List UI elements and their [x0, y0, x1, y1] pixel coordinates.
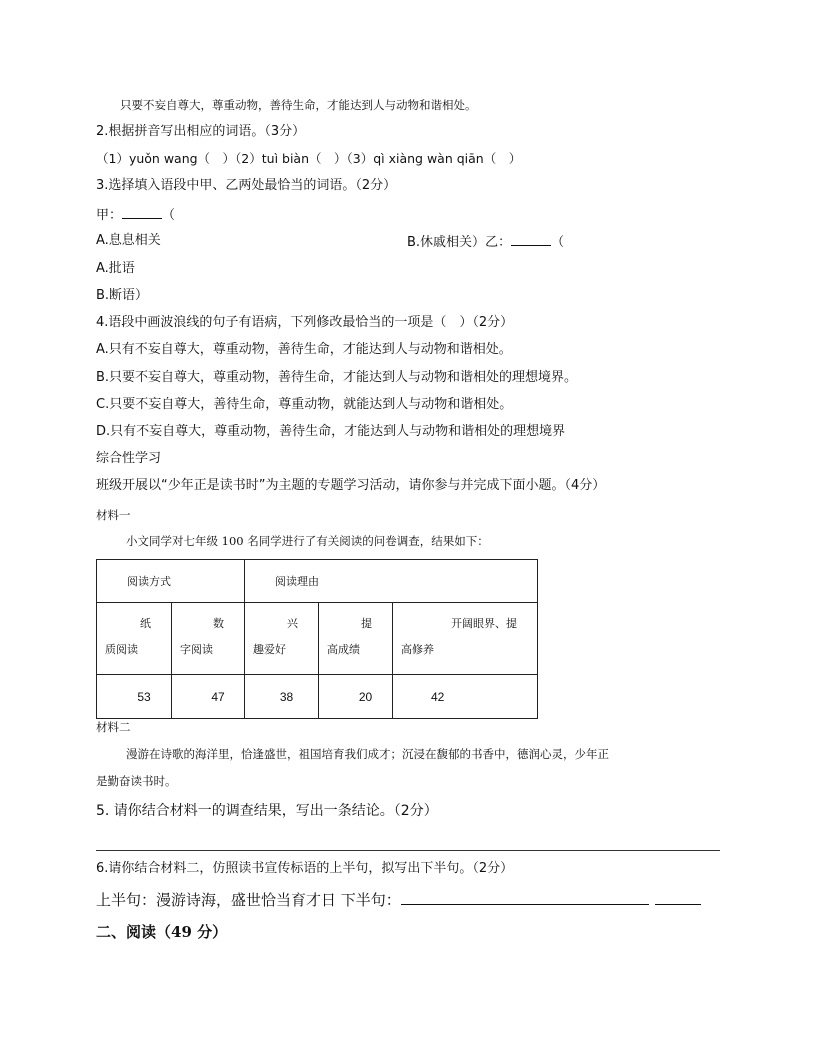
material-2-label: 材料二	[96, 720, 131, 734]
question-6-prompt	[96, 888, 701, 910]
activity-intro: 班级开展以“少年正是读书时”为主题的专题学习活动，请你参与并完成下面小题。（4分）	[96, 478, 606, 493]
table-subheader-horizon: 开阔眼界、提 高修养	[393, 603, 538, 675]
table-subheader-grades: 提 高成绩	[319, 603, 393, 675]
table-cell-value: 20	[319, 675, 393, 719]
question-6-answer-blank[interactable]	[401, 888, 649, 905]
yi-blank[interactable]	[511, 233, 551, 246]
question-4-option-c: C.只要不妄自尊大，善待生命，尊重动物，就能达到人与动物和谐相处。	[96, 397, 513, 412]
table-cell-value: 47	[172, 675, 245, 719]
question-4-option-d: D.只有不妄自尊大，尊重动物，善待生命，才能达到人与动物和谐相处的理想境界	[96, 424, 566, 439]
carryover-sentence: 只要不妄自尊大，尊重动物，善待生命，才能达到人与动物和谐相处。	[120, 98, 477, 112]
material-2-text-line-2: 是勤奋读书时。	[96, 774, 177, 788]
table-subheader-interest: 兴 趣爱好	[245, 603, 319, 675]
question-6: 6.请你结合材料二，仿照读书宣传标语的上半句，拟写出下半句。（2分）	[96, 861, 514, 876]
table-cell-value: 38	[245, 675, 319, 719]
question-3: 3.选择填入语段中甲、乙两处最恰当的词语。（2分）	[96, 178, 397, 193]
section-heading-zonghe: 综合性学习	[96, 451, 162, 466]
option-a-2: A.批语	[96, 261, 135, 276]
material-1-text: 小文同学对七年级 100 名同学进行了有关阅读的问卷调查，结果如下：	[126, 534, 489, 548]
table-header-reading-reason: 阅读理由	[245, 560, 538, 603]
yi-paren: （	[551, 235, 565, 250]
option-b-1: B.休戚相关）	[407, 235, 486, 250]
option-b-2: B.断语）	[96, 288, 149, 303]
jia-line	[96, 206, 175, 224]
question-6-answer-blank-2[interactable]	[655, 888, 701, 905]
material-1-label: 材料一	[96, 508, 131, 522]
table-cell-value: 53	[97, 675, 172, 719]
question-4-option-a: A.只有不妄自尊大，尊重动物，善待生命，才能达到人与动物和谐相处。	[96, 342, 512, 357]
table-header-reading-method: 阅读方式	[97, 560, 245, 603]
question-5: 5. 请你结合材料一的调查结果，写出一条结论。（2分）	[96, 803, 438, 819]
option-a-1: A.息息相关	[96, 233, 161, 248]
jia-label: 甲：	[96, 208, 123, 223]
question-2: 2.根据拼音写出相应的词语。（3分）	[96, 124, 306, 139]
question-6-prompt-text: 上半句：漫游诗海，盛世恰当育才日 下半句：	[96, 891, 401, 909]
jia-paren: （	[162, 208, 176, 223]
survey-table	[96, 559, 538, 719]
table-cell-value: 42	[393, 675, 538, 719]
question-2-items: （1）yuǒn wang（ ）（2）tuì biàn（ ）（3）qì xiàng wàn qiān（ ）	[96, 151, 522, 166]
material-2-text-line-1: 漫游在诗歌的海洋里，恰逢盛世，祖国培育我们成才；沉浸在馥郁的书香中，德润心灵，少年正	[126, 747, 609, 761]
yi-label: 乙：	[485, 235, 512, 250]
jia-blank[interactable]	[122, 206, 162, 219]
table-subheader-paper: 纸 质阅读	[97, 603, 172, 675]
table-subheader-digital: 数 字阅读	[172, 603, 245, 675]
question-4: 4.语段中画波浪线的句子有语病，下列修改最恰当的一项是（ ）（2分）	[96, 315, 514, 330]
section-2-heading: 二、阅读（49 分）	[96, 923, 228, 941]
question-4-option-b: B.只要不妄自尊大，尊重动物，善待生命，才能达到人与动物和谐相处的理想境界。	[96, 370, 578, 385]
question-5-answer-line[interactable]	[96, 850, 720, 851]
yi-line	[407, 233, 564, 251]
